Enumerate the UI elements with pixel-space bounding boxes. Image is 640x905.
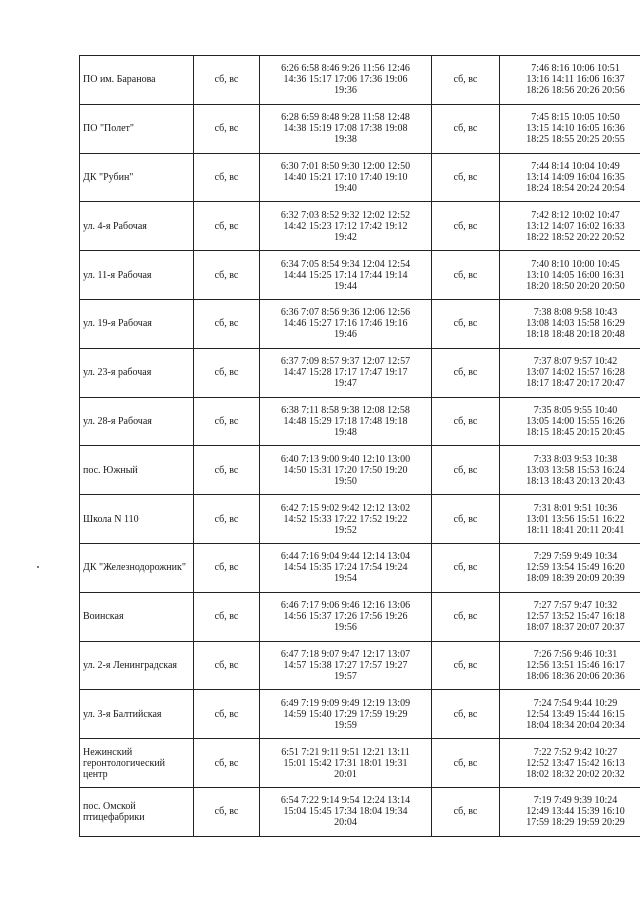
times-line: 13:16 14:11 16:06 16:37 bbox=[526, 74, 625, 86]
times-forward bbox=[260, 739, 432, 788]
days-return: сб, вс bbox=[432, 690, 500, 739]
times-forward bbox=[260, 56, 432, 105]
table-row bbox=[80, 397, 640, 446]
table-row bbox=[80, 495, 640, 544]
stop-name: ДК "Железнодорожник" bbox=[80, 543, 194, 592]
stop-name: ул. 3-я Балтийская bbox=[80, 690, 194, 739]
times-line: 13:14 14:09 16:04 16:35 bbox=[526, 171, 625, 183]
times-line: 12:57 13:52 15:47 16:18 bbox=[526, 611, 625, 623]
table-row bbox=[80, 299, 640, 348]
times-line: 18:09 18:39 20:09 20:39 bbox=[526, 573, 625, 585]
times-return bbox=[500, 592, 640, 641]
times-line: 18:22 18:52 20:22 20:52 bbox=[526, 231, 625, 243]
times-return bbox=[500, 495, 640, 544]
table-row bbox=[80, 202, 640, 251]
times-line: 7:24 7:54 9:44 10:29 bbox=[533, 697, 618, 709]
times-line: 19:57 bbox=[334, 670, 357, 682]
days-forward: сб, вс bbox=[194, 104, 260, 153]
times-forward bbox=[260, 495, 432, 544]
times-line: 20:01 bbox=[334, 768, 357, 780]
times-line: 6:38 7:11 8:58 9:38 12:08 12:58 bbox=[281, 404, 410, 416]
times-line: 6:54 7:22 9:14 9:54 12:24 13:14 bbox=[280, 795, 411, 807]
times-line: 18:24 18:54 20:24 20:54 bbox=[526, 182, 625, 194]
times-return bbox=[500, 104, 640, 153]
days-return: сб, вс bbox=[432, 641, 500, 690]
times-line: 18:11 18:41 20:11 20:41 bbox=[526, 524, 625, 536]
times-line: 18:17 18:47 20:17 20:47 bbox=[526, 378, 625, 390]
days-forward: сб, вс bbox=[194, 641, 260, 690]
times-return bbox=[500, 348, 640, 397]
times-line: 13:10 14:05 16:00 16:31 bbox=[526, 269, 625, 281]
times-return bbox=[500, 202, 640, 251]
days-forward: сб, вс bbox=[194, 56, 260, 105]
days-forward: сб, вс bbox=[194, 739, 260, 788]
days-return: сб, вс bbox=[432, 446, 500, 495]
days-forward: сб, вс bbox=[194, 543, 260, 592]
table-row bbox=[80, 543, 640, 592]
days-forward: сб, вс bbox=[194, 787, 260, 836]
times-line: 12:54 13:49 15:44 16:15 bbox=[526, 708, 625, 720]
table-row bbox=[80, 690, 640, 739]
days-forward: сб, вс bbox=[194, 202, 260, 251]
days-return: сб, вс bbox=[432, 739, 500, 788]
times-line: 6:44 7:16 9:04 9:44 12:14 13:04 bbox=[280, 551, 411, 563]
days-return: сб, вс bbox=[432, 56, 500, 105]
times-line: 14:54 15:35 17:24 17:54 19:24 bbox=[283, 562, 408, 574]
times-line: 7:44 8:14 10:04 10:49 bbox=[531, 160, 620, 172]
times-forward bbox=[260, 348, 432, 397]
days-forward: сб, вс bbox=[194, 495, 260, 544]
times-forward bbox=[260, 641, 432, 690]
times-return bbox=[500, 543, 640, 592]
times-line: 7:45 8:15 10:05 10:50 bbox=[531, 112, 620, 124]
times-line: 12:49 13:44 15:39 16:10 bbox=[526, 806, 625, 818]
times-line: 12:59 13:54 15:49 16:20 bbox=[526, 562, 625, 574]
times-line: 13:03 13:58 15:53 16:24 bbox=[526, 464, 625, 476]
days-return: сб, вс bbox=[432, 397, 500, 446]
times-line: 13:01 13:56 15:51 16:22 bbox=[526, 513, 625, 525]
stop-name: Школа N 110 bbox=[80, 495, 194, 544]
times-line: 19:40 bbox=[334, 182, 357, 194]
times-line: 13:07 14:02 15:57 16:28 bbox=[526, 367, 625, 379]
times-line: 13:15 14:10 16:05 16:36 bbox=[526, 123, 625, 135]
times-line: 14:57 15:38 17:27 17:57 19:27 bbox=[283, 659, 408, 671]
times-line: 18:15 18:45 20:15 20:45 bbox=[526, 426, 625, 438]
table-row bbox=[80, 787, 640, 836]
times-line: 6:49 7:19 9:09 9:49 12:19 13:09 bbox=[280, 697, 411, 709]
times-return bbox=[500, 153, 640, 202]
times-line: 6:34 7:05 8:54 9:34 12:04 12:54 bbox=[280, 258, 411, 270]
times-line: 19:59 bbox=[334, 719, 357, 731]
times-line: 7:46 8:16 10:06 10:51 bbox=[531, 63, 620, 75]
times-line: 7:40 8:10 10:00 10:45 bbox=[531, 258, 620, 270]
times-line: 7:37 8:07 9:57 10:42 bbox=[533, 356, 618, 368]
times-line: 6:36 7:07 8:56 9:36 12:06 12:56 bbox=[280, 307, 411, 319]
times-return bbox=[500, 690, 640, 739]
days-forward: сб, вс bbox=[194, 397, 260, 446]
schedule-table bbox=[79, 55, 640, 837]
days-return: сб, вс bbox=[432, 251, 500, 300]
times-forward bbox=[260, 592, 432, 641]
times-return bbox=[500, 397, 640, 446]
times-return bbox=[500, 787, 640, 836]
times-line: 7:27 7:57 9:47 10:32 bbox=[533, 600, 618, 612]
times-line: 14:59 15:40 17:29 17:59 19:29 bbox=[283, 708, 408, 720]
times-line: 18:26 18:56 20:26 20:56 bbox=[526, 85, 625, 97]
days-forward: сб, вс bbox=[194, 446, 260, 495]
times-line: 6:26 6:58 8:46 9:26 11:56 12:46 bbox=[281, 63, 410, 75]
days-return: сб, вс bbox=[432, 543, 500, 592]
times-line: 18:07 18:37 20:07 20:37 bbox=[526, 622, 625, 634]
times-line: 19:48 bbox=[334, 426, 357, 438]
times-line: 13:05 14:00 15:55 16:26 bbox=[526, 415, 625, 427]
times-forward bbox=[260, 690, 432, 739]
times-line: 6:30 7:01 8:50 9:30 12:00 12:50 bbox=[280, 160, 411, 172]
times-forward bbox=[260, 251, 432, 300]
times-line: 20:04 bbox=[334, 817, 357, 829]
times-line: 14:44 15:25 17:14 17:44 19:14 bbox=[283, 269, 408, 281]
stop-name: пос. Омской птицефабрики bbox=[80, 787, 194, 836]
table-row bbox=[80, 446, 640, 495]
times-line: 7:33 8:03 9:53 10:38 bbox=[533, 453, 618, 465]
times-line: 6:46 7:17 9:06 9:46 12:16 13:06 bbox=[280, 600, 411, 612]
times-return bbox=[500, 299, 640, 348]
times-line: 15:04 15:45 17:34 18:04 19:34 bbox=[283, 806, 408, 818]
times-line: 7:31 8:01 9:51 10:36 bbox=[533, 502, 618, 514]
times-line: 6:37 7:09 8:57 9:37 12:07 12:57 bbox=[280, 356, 411, 368]
times-line: 7:22 7:52 9:42 10:27 bbox=[533, 746, 618, 758]
times-line: 13:08 14:03 15:58 16:29 bbox=[526, 318, 625, 330]
times-line: 6:51 7:21 9:11 9:51 12:21 13:11 bbox=[281, 746, 410, 758]
table-row bbox=[80, 56, 640, 105]
table-row bbox=[80, 348, 640, 397]
schedule-body bbox=[80, 56, 640, 837]
stop-name: ул. 28-я Рабочая bbox=[80, 397, 194, 446]
times-line: 14:36 15:17 17:06 17:36 19:06 bbox=[283, 74, 408, 86]
times-forward bbox=[260, 543, 432, 592]
times-line: 6:40 7:13 9:00 9:40 12:10 13:00 bbox=[280, 453, 411, 465]
times-forward bbox=[260, 202, 432, 251]
times-return bbox=[500, 739, 640, 788]
times-line: 7:38 8:08 9:58 10:43 bbox=[533, 307, 618, 319]
times-line: 19:38 bbox=[334, 134, 357, 146]
stop-name: Нежинский геронтологический центр bbox=[80, 739, 194, 788]
stop-name: ПО им. Баранова bbox=[80, 56, 194, 105]
stop-name: ул. 2-я Ленинградская bbox=[80, 641, 194, 690]
stop-name: ПО "Полет" bbox=[80, 104, 194, 153]
times-line: 7:35 8:05 9:55 10:40 bbox=[533, 404, 618, 416]
times-return bbox=[500, 641, 640, 690]
times-forward bbox=[260, 787, 432, 836]
stop-name: ул. 19-я Рабочая bbox=[80, 299, 194, 348]
times-line: 19:50 bbox=[334, 475, 357, 487]
days-return: сб, вс bbox=[432, 348, 500, 397]
times-line: 18:13 18:43 20:13 20:43 bbox=[526, 475, 625, 487]
times-line: 18:06 18:36 20:06 20:36 bbox=[526, 670, 625, 682]
stop-name: Воинская bbox=[80, 592, 194, 641]
times-line: 12:56 13:51 15:46 16:17 bbox=[526, 659, 625, 671]
times-forward bbox=[260, 153, 432, 202]
times-line: 14:50 15:31 17:20 17:50 19:20 bbox=[283, 464, 408, 476]
days-return: сб, вс bbox=[432, 202, 500, 251]
times-line: 12:52 13:47 15:42 16:13 bbox=[526, 757, 625, 769]
days-forward: сб, вс bbox=[194, 592, 260, 641]
times-line: 19:42 bbox=[334, 231, 357, 243]
days-return: сб, вс bbox=[432, 787, 500, 836]
stop-name: ул. 4-я Рабочая bbox=[80, 202, 194, 251]
times-line: 14:48 15:29 17:18 17:48 19:18 bbox=[283, 415, 408, 427]
times-line: 19:47 bbox=[334, 378, 357, 390]
times-line: 19:56 bbox=[334, 622, 357, 634]
times-line: 14:47 15:28 17:17 17:47 19:17 bbox=[283, 367, 408, 379]
times-line: 6:47 7:18 9:07 9:47 12:17 13:07 bbox=[280, 648, 411, 660]
times-line: 18:20 18:50 20:20 20:50 bbox=[526, 280, 625, 292]
times-line: 19:46 bbox=[334, 329, 357, 341]
stop-name: ул. 23-я рабочая bbox=[80, 348, 194, 397]
stop-name: ул. 11-я Рабочая bbox=[80, 251, 194, 300]
times-line: 6:32 7:03 8:52 9:32 12:02 12:52 bbox=[280, 209, 411, 221]
times-forward bbox=[260, 446, 432, 495]
times-line: 17:59 18:29 19:59 20:29 bbox=[526, 817, 625, 829]
stop-name: ДК "Рубин" bbox=[80, 153, 194, 202]
times-line: 19:44 bbox=[334, 280, 357, 292]
times-line: 7:29 7:59 9:49 10:34 bbox=[533, 551, 618, 563]
table-row bbox=[80, 739, 640, 788]
days-forward: сб, вс bbox=[194, 153, 260, 202]
days-forward: сб, вс bbox=[194, 690, 260, 739]
times-line: 18:02 18:32 20:02 20:32 bbox=[526, 768, 625, 780]
times-line: 14:52 15:33 17:22 17:52 19:22 bbox=[283, 513, 408, 525]
days-return: сб, вс bbox=[432, 153, 500, 202]
times-line: 14:38 15:19 17:08 17:38 19:08 bbox=[283, 123, 408, 135]
table-row bbox=[80, 153, 640, 202]
times-line: 14:56 15:37 17:26 17:56 19:26 bbox=[283, 611, 408, 623]
days-return: сб, вс bbox=[432, 104, 500, 153]
times-forward bbox=[260, 397, 432, 446]
table-row bbox=[80, 251, 640, 300]
table-row bbox=[80, 592, 640, 641]
times-line: 19:52 bbox=[334, 524, 357, 536]
times-return bbox=[500, 251, 640, 300]
times-line: 14:42 15:23 17:12 17:42 19:12 bbox=[283, 220, 408, 232]
times-return bbox=[500, 56, 640, 105]
times-line: 19:54 bbox=[334, 573, 357, 585]
times-line: 19:36 bbox=[334, 85, 357, 97]
times-line: 13:12 14:07 16:02 16:33 bbox=[526, 220, 625, 232]
stop-name: пос. Южный bbox=[80, 446, 194, 495]
times-line: 7:42 8:12 10:02 10:47 bbox=[531, 209, 620, 221]
times-line: 18:04 18:34 20:04 20:34 bbox=[526, 719, 625, 731]
scan-speck bbox=[37, 566, 39, 568]
times-line: 14:40 15:21 17:10 17:40 19:10 bbox=[283, 171, 408, 183]
times-line: 7:19 7:49 9:39 10:24 bbox=[533, 795, 618, 807]
times-forward bbox=[260, 299, 432, 348]
days-forward: сб, вс bbox=[194, 299, 260, 348]
days-forward: сб, вс bbox=[194, 251, 260, 300]
days-return: сб, вс bbox=[432, 495, 500, 544]
table-row bbox=[80, 641, 640, 690]
times-line: 18:18 18:48 20:18 20:48 bbox=[526, 329, 625, 341]
days-return: сб, вс bbox=[432, 592, 500, 641]
days-forward: сб, вс bbox=[194, 348, 260, 397]
table-row bbox=[80, 104, 640, 153]
times-line: 18:25 18:55 20:25 20:55 bbox=[526, 134, 625, 146]
times-forward bbox=[260, 104, 432, 153]
times-line: 15:01 15:42 17:31 18:01 19:31 bbox=[283, 757, 408, 769]
times-line: 14:46 15:27 17:16 17:46 19:16 bbox=[283, 318, 408, 330]
times-line: 6:42 7:15 9:02 9:42 12:12 13:02 bbox=[280, 502, 411, 514]
times-line: 6:28 6:59 8:48 9:28 11:58 12:48 bbox=[281, 112, 410, 124]
days-return: сб, вс bbox=[432, 299, 500, 348]
times-return bbox=[500, 446, 640, 495]
times-line: 7:26 7:56 9:46 10:31 bbox=[533, 648, 618, 660]
